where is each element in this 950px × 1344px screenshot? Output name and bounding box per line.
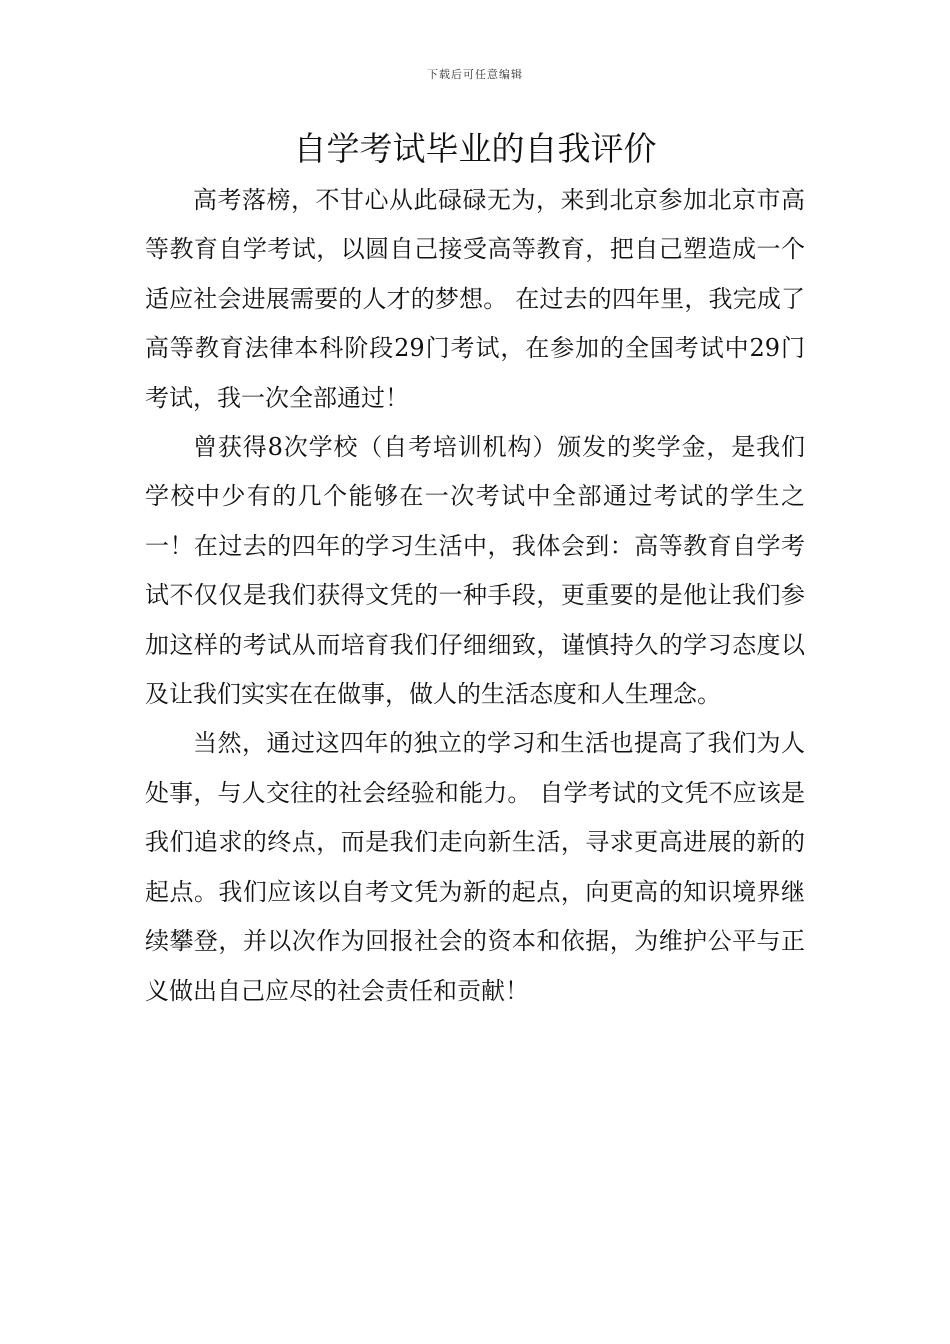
paragraph-2: 曾获得8次学校（自考培训机构）颁发的奖学金，是我们学校中少有的几个能够在一次考试中全部通过考试的学生之一！在过去的四年的学习生活中，我体会到：高等教育自学考试不仅仅是我们获得文凭的一种手段，更重要的是他让我们参加这样的考试从而培育我们仔细细致，谨慎持久的学习态度以及让我们实实在在做事，做人的生活态度和人生理念。 bbox=[145, 433, 805, 709]
paragraph-1: 高考落榜，不甘心从此碌碌无为，来到北京参加北京市高等教育自学考试，以圆自己接受高等教育，把自己塑造成一个适应社会进展需要的人才的梦想。 在过去的四年里，我完成了高等教育法律本科阶段29门考试，在参加的全国考试中29门考试，我一次全部通过！ bbox=[145, 186, 805, 412]
paragraph-3: 当然，通过这四年的独立的学习和生活也提高了我们为人处事，与人交往的社会经验和能力。 自学考试的文凭不应该是我们追求的终点，而是我们走向新生活，寻求更高进展的新的起点。我们应该以自考文凭为新的起点，向更高的知识境界继续攀登，并以次作为回报社会的资本和依据，为维护公平与正义做出自己应尽的社会责任和贡献！ bbox=[145, 729, 805, 1005]
header-note: 下载后可任意编辑 bbox=[427, 68, 523, 81]
document-body bbox=[145, 176, 805, 1016]
document-title: 自学考试毕业的自我评价 bbox=[293, 129, 657, 168]
